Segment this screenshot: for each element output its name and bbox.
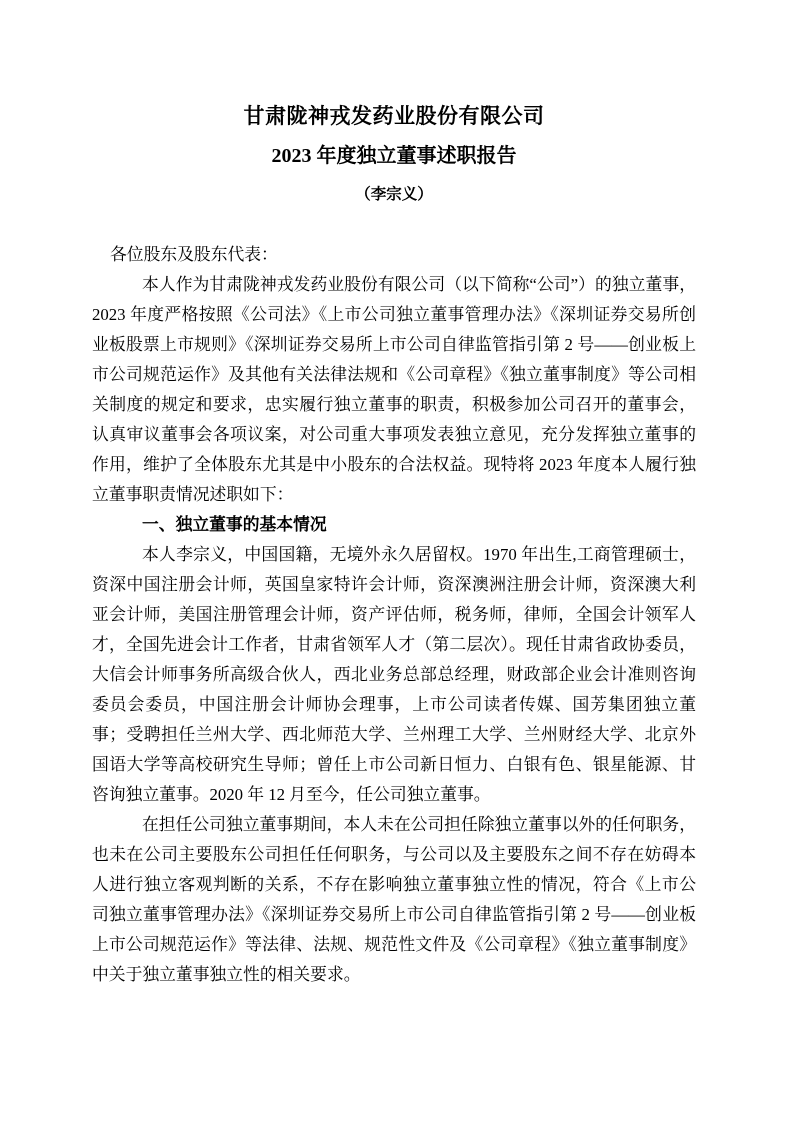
salutation-line: 各位股东及股东代表： — [110, 245, 278, 264]
document-body — [92, 240, 696, 990]
paragraph-independence-statement: 在担任公司独立董事期间，本人未在公司担任除独立董事以外的任何职务，也未在公司主要股东公司担任任何职务，与公司以及主要股东之间不存在妨碍本人进行独立客观判断的关系，不存在影响独立董事独立性的情况，符合《上市公司独立董事管理办法》《深圳证券交易所上市公司自律监管指引第 2 号——创业板上市公司规范运作》等法律、法规、规范性文件及《公司章程》《独立董事制度》中关于独立董事独立性的相关要求。 — [92, 815, 696, 984]
document-author-line: （李宗义） — [355, 186, 433, 203]
paragraph-director-bio: 本人李宗义，中国国籍，无境外永久居留权。1970 年出生,工商管理硕士，资深中国注册会计师，英国皇家特许会计师，资深澳洲注册会计师，资深澳大利亚会计师，美国注册管理会计师，资产评估师，税务师，律师，全国会计领军人才，全国先进会计工作者，甘肃省领军人才（第二层次）。现任甘肃省政协委员，大信会计师事务所高级合伙人，西北业务总部总经理，财政部企业会计准则咨询委员会委员，中国注册会计师协会理事，上市公司读者传媒、国芳集团独立董事；受聘担任兰州大学、西北师范大学、兰州理工大学、兰州财经大学、北京外国语大学等高校研究生导师；曾任上市公司新日恒力、白银有色、银星能源、甘咨询独立董事。2020 年 12 月至今，任公司独立董事。 — [92, 545, 696, 804]
paragraph-intro: 本人作为甘肃陇神戎发药业股份有限公司（以下简称“公司”）的独立董事，2023 年度严格按照《公司法》《上市公司独立董事管理办法》《深圳证券交易所创业板股票上市规则》《深圳证券交易所上市公司自律监管指引第 2 号——创业板上市公司规范运作》及其他有关法律法规和《公司章程》《独立董事制度》等公司相关制度的规定和要求，忠实履行独立董事的职责，积极参加公司召开的董事会，认真审议董事会各项议案，对公司重大事项发表独立意见，充分发挥独立董事的作用，维护了全体股东尤其是中小股东的合法权益。现特将 2023 年度本人履行独立董事职责情况述职如下： — [92, 275, 696, 504]
document-title-report-name: 2023 年度独立董事述职报告 — [271, 145, 517, 167]
section-1-heading: 一、独立董事的基本情况 — [142, 515, 327, 534]
document-title-company-name: 甘肃陇神戎发药业股份有限公司 — [243, 104, 545, 128]
